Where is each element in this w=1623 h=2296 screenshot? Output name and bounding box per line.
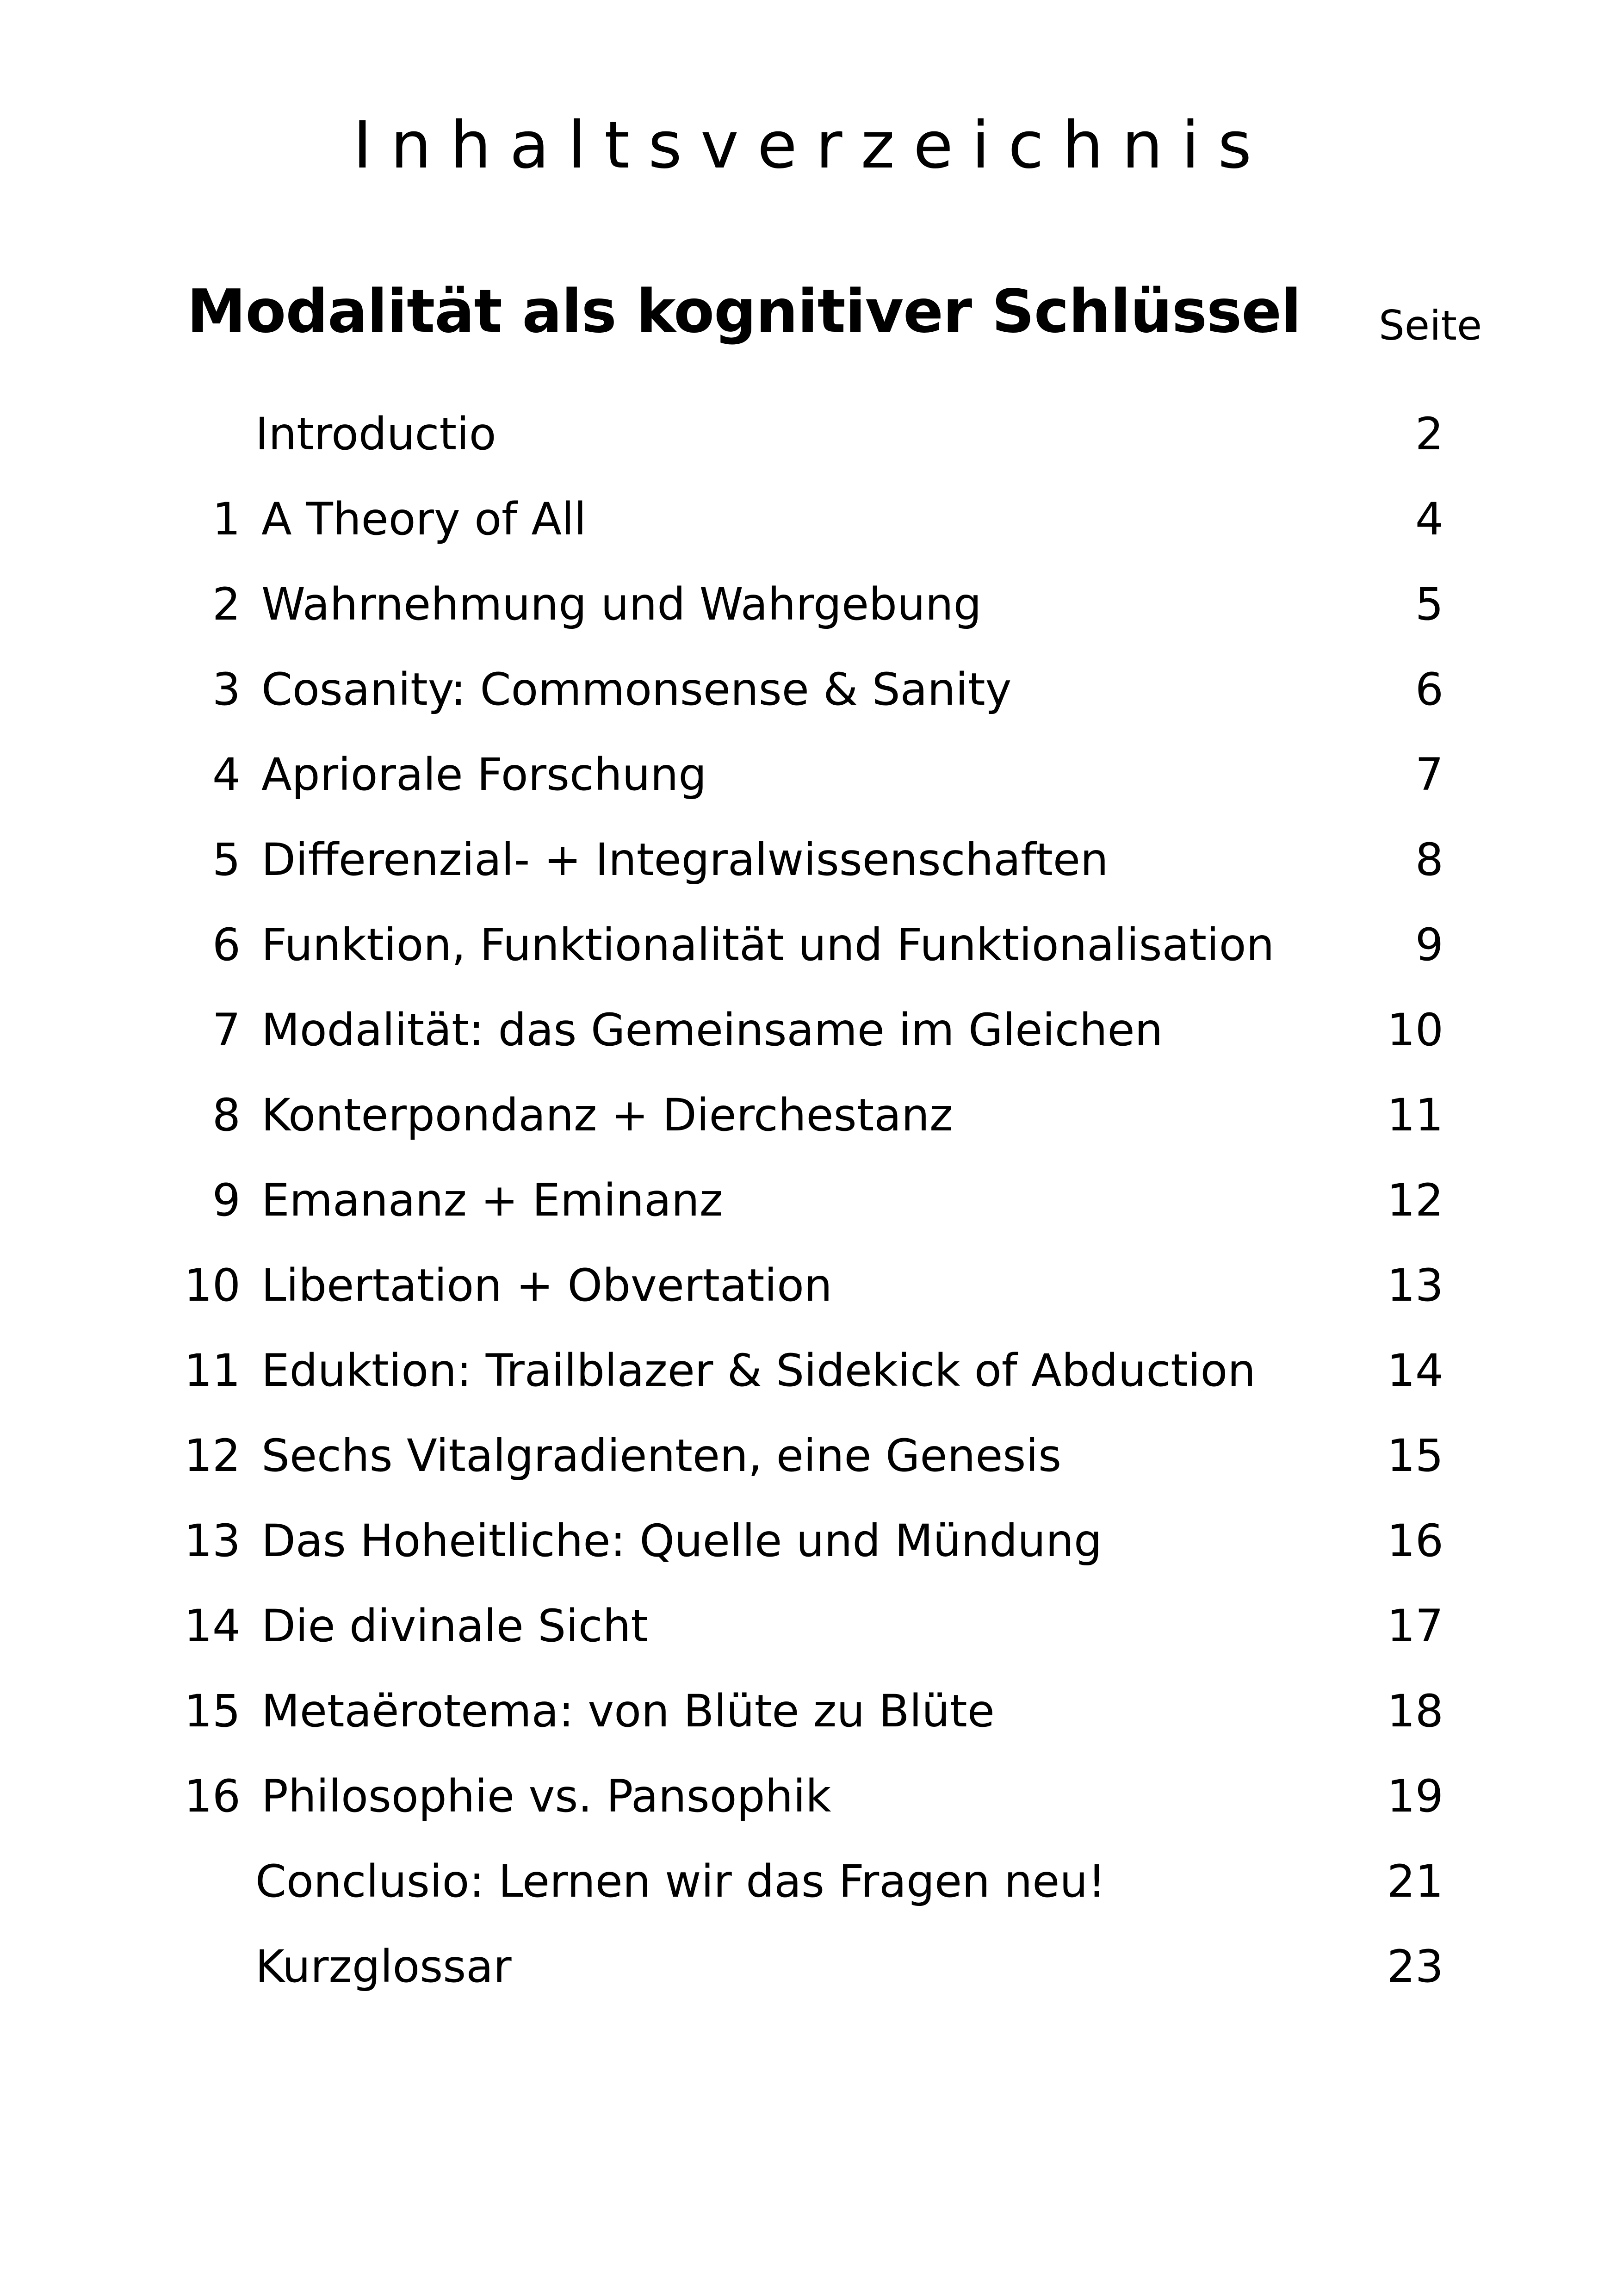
- toc-entry-page-number: 9: [1415, 919, 1443, 971]
- toc-entry-page-number: 4: [1415, 493, 1443, 545]
- toc-entry-number: 12: [184, 1430, 241, 1482]
- toc-entry: [0, 1685, 1623, 1774]
- toc-entry-title: Libertation + Obvertation: [261, 1260, 832, 1311]
- toc-entry-title: Conclusio: Lernen wir das Fragen neu!: [255, 1855, 1106, 1907]
- toc-entry-number: 1: [212, 493, 241, 545]
- toc-entry: [0, 1089, 1623, 1178]
- toc-entry-number: 8: [212, 1089, 241, 1141]
- toc-entry: [0, 1004, 1623, 1093]
- toc-entry: [0, 493, 1623, 582]
- toc-entry: [0, 664, 1623, 752]
- toc-entry-page-number: 10: [1387, 1004, 1443, 1056]
- toc-entry: [0, 1345, 1623, 1433]
- toc-entry-page-number: 15: [1387, 1430, 1443, 1482]
- toc-entry-number: 7: [212, 1004, 241, 1056]
- toc-entry-page-number: 16: [1387, 1515, 1443, 1567]
- toc-entry: [0, 749, 1623, 838]
- toc-entry: [0, 1515, 1623, 1604]
- toc-entry-number: 6: [212, 919, 241, 971]
- toc-entry-title: Introductio: [255, 408, 496, 460]
- toc-entry-title: Apriorale Forschung: [261, 749, 707, 800]
- toc-entry: [0, 1260, 1623, 1348]
- book-title: Modalität als kognitiver Schlüssel: [187, 277, 1301, 346]
- toc-entry: [0, 408, 1623, 497]
- toc-entry-page-number: 2: [1415, 408, 1443, 460]
- page-title: Inhaltsverzeichnis: [353, 108, 1270, 183]
- toc-entry-title: Metaërotema: von Blüte zu Blüte: [261, 1685, 995, 1737]
- toc-entry-number: 16: [184, 1770, 241, 1822]
- toc-entry: [0, 1430, 1623, 1519]
- toc-entry-number: 5: [212, 834, 241, 886]
- toc-entry-number: 4: [212, 749, 241, 800]
- toc-entry-title: Emananz + Eminanz: [261, 1174, 723, 1226]
- toc-entry-title: Eduktion: Trailblazer & Sidekick of Abduction: [261, 1345, 1256, 1396]
- toc-entry-page-number: 6: [1415, 664, 1443, 715]
- toc-entry-title: Das Hoheitliche: Quelle und Mündung: [261, 1515, 1102, 1567]
- toc-entry-page-number: 19: [1387, 1770, 1443, 1822]
- toc-entry-number: 14: [184, 1600, 241, 1652]
- toc-entry-page-number: 7: [1415, 749, 1443, 800]
- toc-entry-number: 13: [184, 1515, 241, 1567]
- toc-entry: [0, 834, 1623, 923]
- toc-entry-page-number: 11: [1387, 1089, 1443, 1141]
- toc-entry-page-number: 21: [1387, 1855, 1443, 1907]
- toc-entry-page-number: 18: [1387, 1685, 1443, 1737]
- toc-entry-number: 3: [212, 664, 241, 715]
- toc-entry-page-number: 17: [1387, 1600, 1443, 1652]
- toc-entry: [0, 1941, 1623, 2029]
- toc-entry-number: 15: [184, 1685, 241, 1737]
- toc-entry-page-number: 23: [1387, 1941, 1443, 1992]
- toc-entry-page-number: 8: [1415, 834, 1443, 886]
- toc-entry: [0, 578, 1623, 667]
- page-column-label: Seite: [1379, 302, 1482, 349]
- toc-entry-number: 9: [212, 1174, 241, 1226]
- toc-entry-title: Kurzglossar: [255, 1941, 512, 1992]
- toc-entry-title: Modalität: das Gemeinsame im Gleichen: [261, 1004, 1163, 1056]
- toc-entry-title: A Theory of All: [261, 493, 587, 545]
- toc-entry: [0, 919, 1623, 1008]
- toc-entry-title: Differenzial- + Integralwissenschaften: [261, 834, 1109, 886]
- toc-entry-title: Konterpondanz + Dierchestanz: [261, 1089, 953, 1141]
- toc-entry-title: Funktion, Funktionalität und Funktionalisation: [261, 919, 1275, 971]
- toc-entry-number: 10: [184, 1260, 241, 1311]
- toc-entry-title: Wahrnehmung und Wahrgebung: [261, 578, 982, 630]
- toc-entry-title: Cosanity: Commonsense & Sanity: [261, 664, 1012, 715]
- toc-entry-number: 2: [212, 578, 241, 630]
- toc-entry: [0, 1770, 1623, 1859]
- toc-entry-title: Philosophie vs. Pansophik: [261, 1770, 831, 1822]
- toc-entry-page-number: 12: [1387, 1174, 1443, 1226]
- toc-entry-page-number: 14: [1387, 1345, 1443, 1396]
- toc-entry: [0, 1600, 1623, 1689]
- toc-entry: [0, 1855, 1623, 1944]
- toc-entry-number: 11: [184, 1345, 241, 1396]
- toc-entry-page-number: 13: [1387, 1260, 1443, 1311]
- toc-entry: [0, 1174, 1623, 1263]
- toc-entry-title: Die divinale Sicht: [261, 1600, 649, 1652]
- toc-entry-title: Sechs Vitalgradienten, eine Genesis: [261, 1430, 1062, 1482]
- toc-entry-page-number: 5: [1415, 578, 1443, 630]
